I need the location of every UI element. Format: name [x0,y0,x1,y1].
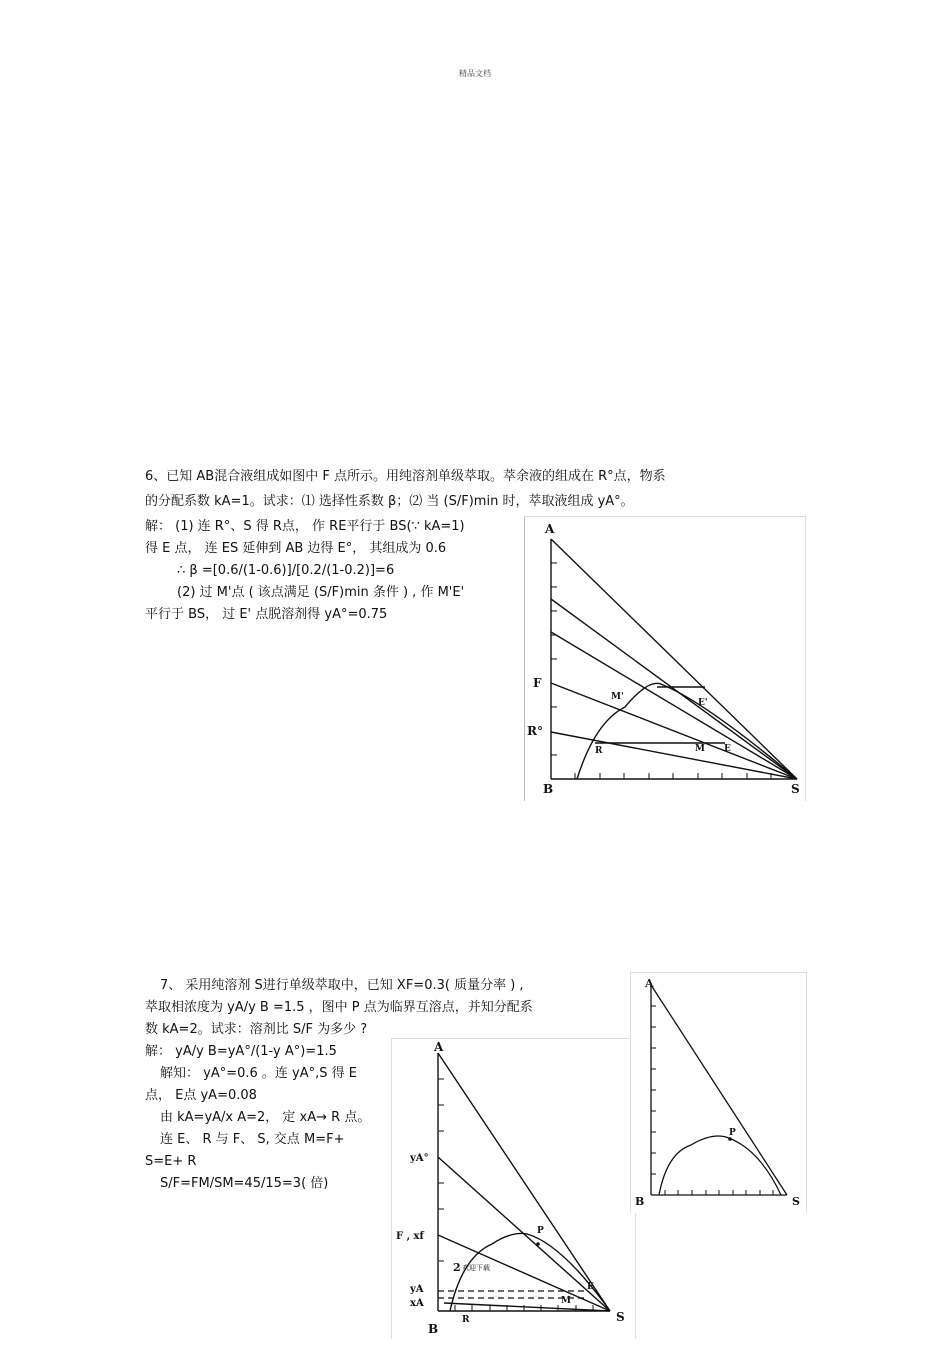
q7-solution-3: 点， E点 yA=0.08 [145,1088,257,1103]
q6-solution-3: ∴ β =[0.6/(1-0.6)]/[0.2/(1-0.2)]=6 [177,563,395,578]
fig7a-label-xa: xA [410,1298,424,1309]
fig7b-label-a: A [645,977,654,990]
solubility-curve-6 [577,683,797,779]
triangle-diagram-7a [392,1039,635,1339]
q7-solution-6: S=E+ R [145,1154,197,1169]
fig6-label-b: B [543,782,554,796]
download-watermark: 欢迎下载 [462,1264,490,1272]
fig6-label-m: M [695,744,705,754]
line-r0-s [551,732,797,779]
line-e1-s [551,632,797,779]
fig7a-label-s: S [616,1310,625,1324]
line-r-s [444,1303,610,1311]
fig7b-label-b: B [635,1195,645,1208]
fig7a-label-r: R [462,1315,470,1325]
triangle-diagram-6 [525,517,805,801]
fig7a-label-e: E [587,1282,594,1292]
fig7a-label-ya: yA [410,1284,424,1295]
q7-solution-2: 解知： yA°=0.6 。连 yA°,S 得 E [160,1066,357,1081]
fig7a-label-p: P [537,1226,544,1236]
line-as-7b [651,985,787,1195]
critical-point-p-7a [536,1242,540,1246]
q7-solution-5: 连 E、 R 与 F、 S, 交点 M=F+ [160,1132,345,1147]
line-f-s [551,683,797,779]
fig7b-label-s: S [792,1195,800,1208]
q7-line-1: 7、 采用纯溶剂 S进行单级萃取中，已知 XF=0.3( 质量分率 ) , [160,978,524,993]
q6-line-1: 6、已知 AB混合液组成如图中 F 点所示。用纯溶剂单级萃取。萃余液的组成在 R°点，物系 [145,469,666,484]
q6-solution-5: 平行于 BS， 过 E' 点脱溶剂得 yA°=0.75 [145,607,388,622]
fig7a-label-m: M [561,1296,571,1306]
fig6-label-m1: M' [611,692,624,702]
solubility-curve-7b [659,1136,781,1195]
q7-solution-1: 解： yA/y B=yA°/(1-y A°)=1.5 [145,1044,337,1059]
q6-line-2: 的分配系数 kA=1。试求：⑴ 选择性系数 β；⑵ 当 (S/F)min 时，萃取液组成 yA°。 [145,494,634,509]
q7-solution-4: 由 kA=yA/x A=2， 定 xA→ R 点。 [160,1110,371,1125]
triangle-diagram-7b [631,973,806,1213]
fig6-label-r0: R° [527,724,543,738]
page-header: 精品文档 [459,69,491,78]
q7-solution-7: S/F=FM/SM=45/15=3( 倍) [160,1176,329,1191]
page-number: 2 [453,1261,461,1274]
q7-line-3: 数 kA=2。试求：溶剂比 S/F 为多少 ? [145,1022,368,1037]
figure-7a [391,1038,636,1339]
fig7a-label-b: B [428,1322,439,1336]
solubility-curve-7a [450,1233,610,1311]
q7-line-2: 萃取相浓度为 yA/y B =1.5 ，图中 P 点为临界互溶点，并知分配系 [145,1000,533,1015]
q6-solution-4: (2) 过 M'点 ( 该点满足 (S/F)min 条件 ) , 作 M'E' [177,585,465,600]
figure-7b [630,972,807,1213]
fig6-label-r: R [595,746,603,756]
fig6-label-e1: E' [698,698,708,708]
q6-solution-1: 解： (1) 连 R°、S 得 R点， 作 RE平行于 BS(∵ kA=1) [145,519,465,534]
figure-6 [524,516,806,801]
fig7a-label-a: A [434,1040,444,1054]
fig7a-label-fx: F , xf [396,1231,424,1242]
fig6-label-s: S [791,782,800,796]
fig7b-label-p: P [729,1128,736,1138]
q6-solution-2: 得 E 点， 连 ES 延伸到 AB 边得 E°， 其组成为 0.6 [145,541,447,556]
fig7a-label-ya0: yA° [410,1153,429,1164]
fig6-label-f: F [533,676,542,690]
fig6-label-e: E [724,744,731,754]
fig6-label-a: A [545,522,555,536]
